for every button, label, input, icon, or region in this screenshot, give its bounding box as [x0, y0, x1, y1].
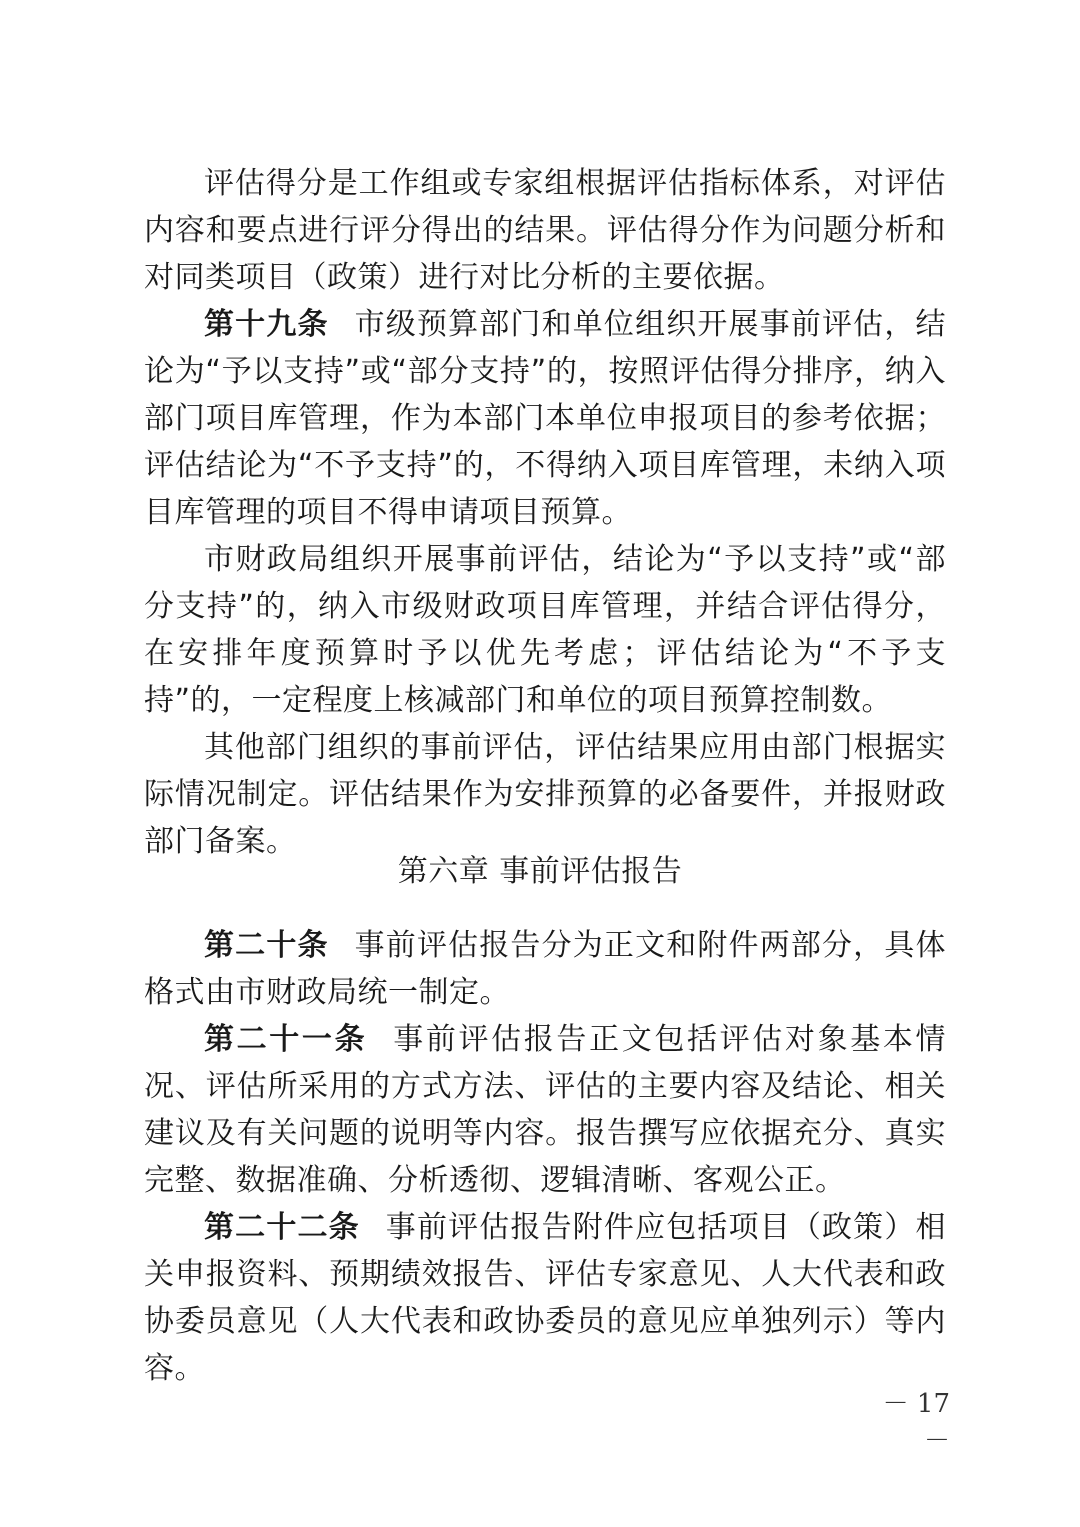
page-number: － 17 － [882, 1389, 950, 1456]
article-19-text: 市级预算部门和单位组织开展事前评估，结论为“予以支持”或“部分支持”的，按照评估得分排序，纳入部门项目库管理，作为本部门本单位申报项目的参考依据；评估结论为“不予支持”的，不得纳入项目库管理，未纳入项目库管理的项目不得申请项目预算。 [144, 307, 947, 530]
paragraph-article-19 [144, 301, 946, 536]
paragraph-article-20 [144, 922, 946, 1016]
paragraph-evaluation-score: 评估得分是工作组或专家组根据评估指标体系，对评估内容和要点进行评分得出的结果。评估得分作为问题分析和对同类项目（政策）进行对比分析的主要依据。 [144, 166, 946, 295]
paragraph-article-21 [144, 1016, 946, 1204]
article-21-label: 第二十一条 [204, 1022, 368, 1057]
article-20-label: 第二十条 [204, 928, 329, 963]
article-19-label: 第十九条 [204, 307, 329, 342]
paragraph-article-22 [144, 1204, 946, 1392]
article-21-text: 事前评估报告正文包括评估对象基本情况、评估所采用的方式方法、评估的主要内容及结论、相关建议及有关问题的说明等内容。报告撰写应依据充分、真实完整、数据准确、分析透彻、逻辑清晰、客观公正。 [144, 1022, 947, 1198]
article-22-label: 第二十二条 [204, 1210, 360, 1245]
chapter-title: 第六章 事前评估报告 [397, 854, 683, 889]
paragraph-finance-bureau: 市财政局组织开展事前评估，结论为“予以支持”或“部分支持”的，纳入市级财政项目库管理，并结合评估得分，在安排年度预算时予以优先考虑；评估结论为“不予支持”的，一定程度上核减部门和单位的项目预算控制数。 [144, 542, 946, 718]
body-text-block-1 [144, 160, 946, 865]
body-text-block-2 [144, 922, 946, 1392]
article-20-text: 事前评估报告分为正文和附件两部分，具体格式由市财政局统一制定。 [144, 928, 947, 1010]
article-22-text: 事前评估报告附件应包括项目（政策）相关申报资料、预期绩效报告、评估专家意见、人大代表和政协委员意见（人大代表和政协委员的意见应单独列示）等内容。 [144, 1210, 947, 1386]
paragraph-other-departments: 其他部门组织的事前评估，评估结果应用由部门根据实际情况制定。评估结果作为安排预算的必备要件，并报财政部门备案。 [144, 730, 946, 859]
